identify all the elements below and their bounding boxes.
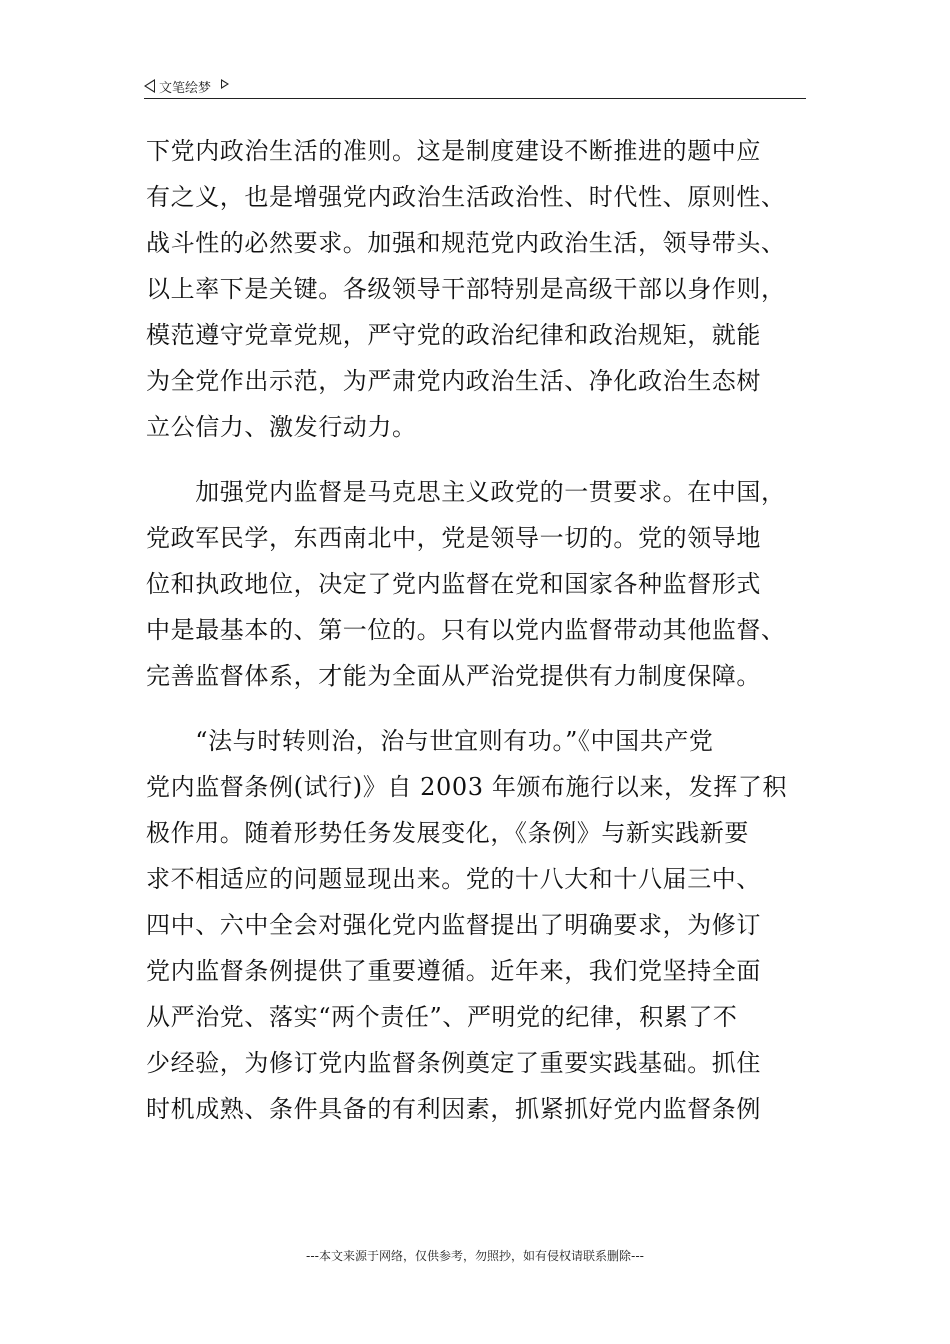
text-line: 模范遵守党章党规，严守党的政治纪律和政治规矩，就能	[146, 321, 761, 349]
text-line: 党政军民学，东西南北中，党是领导一切的。党的领导地	[146, 524, 761, 552]
text-line: 加强党内监督是马克思主义政党的一贯要求。在中国，	[146, 478, 786, 506]
text-line: 少经验，为修订党内监督条例奠定了重要实践基础。抓住	[146, 1049, 761, 1077]
text-line: 从严治党、落实“两个责任”、严明党的纪律，积累了不	[146, 1003, 738, 1031]
triangle-left-icon	[144, 79, 155, 93]
text-line: 完善监督体系，才能为全面从严治党提供有力制度保障。	[146, 662, 761, 690]
paragraph-2	[146, 469, 826, 699]
text-line: 立公信力、激发行动力。	[146, 413, 417, 441]
page-footer: ---本文来源于网络，仅供参考，勿照抄，如有侵权请联系删除---	[306, 1249, 644, 1263]
text-line: 四中、六中全会对强化党内监督提出了明确要求，为修订	[146, 911, 761, 939]
text-line: 下党内政治生活的准则。这是制度建设不断推进的题中应	[146, 137, 761, 165]
triangle-right-icon	[221, 79, 229, 89]
text-line: 战斗性的必然要求。加强和规范党内政治生活，领导带头、	[146, 229, 786, 257]
text-line: 有之义，也是增强党内政治生活政治性、时代性、原则性、	[146, 183, 786, 211]
text-line: 以上率下是关键。各级领导干部特别是高级干部以身作则，	[146, 275, 786, 303]
text-line: “法与时转则治，治与世宜则有功。”《中国共产党	[146, 727, 714, 755]
text-line: 极作用。随着形势任务发展变化，《条例》与新实践新要	[146, 819, 749, 847]
text-line: 党内监督条例提供了重要遵循。近年来，我们党坚持全面	[146, 957, 761, 985]
text-line: 时机成熟、条件具备的有利因素，抓紧抓好党内监督条例	[146, 1095, 761, 1123]
text-line: 求不相适应的问题显现出来。党的十八大和十八届三中、	[146, 865, 761, 893]
header-title: 文笔绘梦	[159, 80, 212, 96]
page-header	[144, 74, 806, 99]
document-body	[146, 128, 826, 1132]
text-line: 位和执政地位，决定了党内监督在党和国家各种监督形式	[146, 570, 761, 598]
paragraph-3	[146, 718, 826, 1132]
text-line: 为全党作出示范，为严肃党内政治生活、净化政治生态树	[146, 367, 761, 395]
paragraph-1	[146, 128, 826, 450]
text-line: 中是最基本的、第一位的。只有以党内监督带动其他监督、	[146, 616, 786, 644]
text-line: 党内监督条例(试行)》自 2003 年颁布施行以来，发挥了积	[146, 773, 788, 801]
